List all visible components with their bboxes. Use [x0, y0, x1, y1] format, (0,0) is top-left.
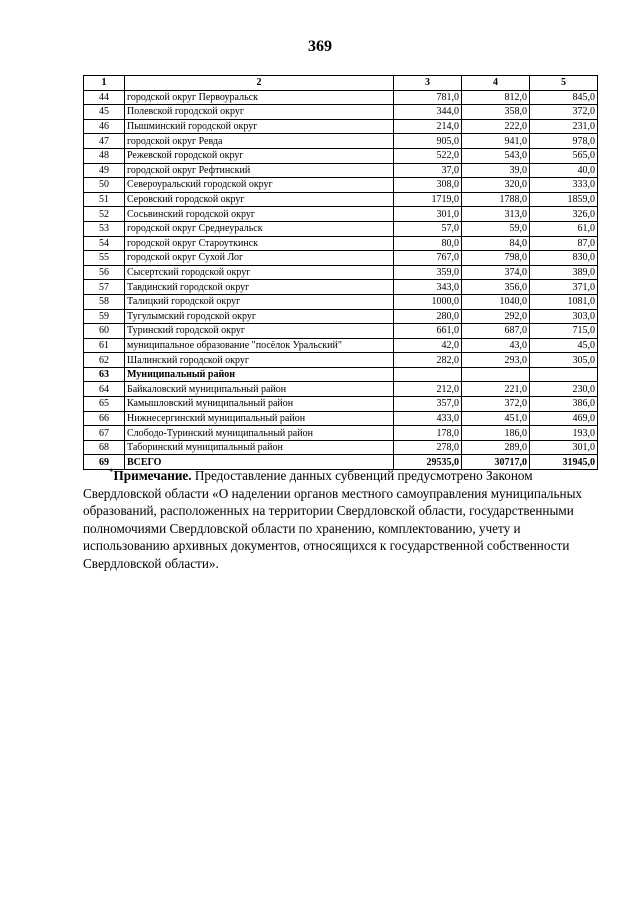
value-col5-cell: 372,0	[530, 105, 598, 120]
value-col3-cell: 661,0	[394, 324, 462, 339]
row-number-cell: 48	[84, 148, 125, 163]
municipality-name-cell: городской округ Сухой Лог	[125, 251, 394, 266]
value-col5-cell: 305,0	[530, 353, 598, 368]
row-number-cell: 46	[84, 119, 125, 134]
value-col4-cell	[462, 367, 530, 382]
value-col5-cell	[530, 367, 598, 382]
value-col5-cell: 830,0	[530, 251, 598, 266]
value-col5-cell: 303,0	[530, 309, 598, 324]
value-col3-cell: 767,0	[394, 251, 462, 266]
column-header-5: 5	[530, 76, 598, 91]
value-col3-cell: 212,0	[394, 382, 462, 397]
value-col4-cell: 30717,0	[462, 455, 530, 470]
value-col3-cell: 80,0	[394, 236, 462, 251]
column-header-1: 1	[84, 76, 125, 91]
row-number-cell: 60	[84, 324, 125, 339]
row-number-cell: 45	[84, 105, 125, 120]
value-col4-cell: 812,0	[462, 90, 530, 105]
value-col4-cell: 221,0	[462, 382, 530, 397]
table-row	[84, 338, 598, 353]
table-row	[84, 411, 598, 426]
page-number: 369	[308, 38, 332, 55]
row-number-cell: 44	[84, 90, 125, 105]
table-row	[84, 119, 598, 134]
value-col5-cell: 87,0	[530, 236, 598, 251]
table-row	[84, 192, 598, 207]
value-col5-cell: 469,0	[530, 411, 598, 426]
row-number-cell: 56	[84, 265, 125, 280]
subvention-table	[83, 75, 598, 470]
municipality-name-cell: городской округ Ревда	[125, 134, 394, 149]
table-row	[84, 178, 598, 193]
value-col5-cell: 845,0	[530, 90, 598, 105]
value-col3-cell: 344,0	[394, 105, 462, 120]
value-col3-cell: 280,0	[394, 309, 462, 324]
value-col4-cell: 292,0	[462, 309, 530, 324]
row-number-cell: 61	[84, 338, 125, 353]
table-row	[84, 353, 598, 368]
municipality-name-cell: Туринский городской округ	[125, 324, 394, 339]
row-number-cell: 59	[84, 309, 125, 324]
table-row	[84, 440, 598, 455]
value-col3-cell: 359,0	[394, 265, 462, 280]
value-col3-cell: 1000,0	[394, 294, 462, 309]
table-row	[84, 309, 598, 324]
value-col3-cell: 37,0	[394, 163, 462, 178]
value-col4-cell: 313,0	[462, 207, 530, 222]
value-col3-cell: 522,0	[394, 148, 462, 163]
table-row	[84, 280, 598, 295]
value-col5-cell: 715,0	[530, 324, 598, 339]
value-col4-cell: 451,0	[462, 411, 530, 426]
table-row	[84, 294, 598, 309]
municipality-name-cell: Полевской городской округ	[125, 105, 394, 120]
value-col4-cell: 1788,0	[462, 192, 530, 207]
table-row	[84, 105, 598, 120]
value-col4-cell: 543,0	[462, 148, 530, 163]
value-col5-cell: 326,0	[530, 207, 598, 222]
value-col5-cell: 1081,0	[530, 294, 598, 309]
municipality-name-cell: Сосьвинский городской округ	[125, 207, 394, 222]
table-row	[84, 426, 598, 441]
table-row	[84, 236, 598, 251]
row-number-cell: 64	[84, 382, 125, 397]
value-col4-cell: 358,0	[462, 105, 530, 120]
value-col4-cell: 1040,0	[462, 294, 530, 309]
row-number-cell: 62	[84, 353, 125, 368]
row-number-cell: 58	[84, 294, 125, 309]
row-number-cell: 69	[84, 455, 125, 470]
value-col5-cell: 1859,0	[530, 192, 598, 207]
row-number-cell: 66	[84, 411, 125, 426]
municipality-name-cell: Серовский городской округ	[125, 192, 394, 207]
table-row	[84, 134, 598, 149]
table-row	[84, 251, 598, 266]
municipality-name-cell: ВСЕГО	[125, 455, 394, 470]
value-col5-cell: 389,0	[530, 265, 598, 280]
value-col5-cell: 230,0	[530, 382, 598, 397]
footnote-text: Предоставление данных субвенций предусмотрено Законом Свердловской области «О наделении органов местного самоуправления муниципальных образований, расположенных на территории Свердловской области, государственными полномочиями Свердловской области по хранению, комплектованию, учету и использованию архивных документов, относящихся к государственной собственности Свердловской области».	[83, 468, 583, 571]
row-number-cell: 65	[84, 397, 125, 412]
municipality-name-cell: Таборинский муниципальный район	[125, 440, 394, 455]
value-col3-cell: 42,0	[394, 338, 462, 353]
value-col3-cell: 57,0	[394, 221, 462, 236]
row-number-cell: 53	[84, 221, 125, 236]
table-body	[84, 90, 598, 469]
value-col4-cell: 293,0	[462, 353, 530, 368]
value-col3-cell: 905,0	[394, 134, 462, 149]
value-col3-cell	[394, 367, 462, 382]
municipality-name-cell: Пышминский городской округ	[125, 119, 394, 134]
value-col3-cell: 357,0	[394, 397, 462, 412]
value-col5-cell: 193,0	[530, 426, 598, 441]
row-number-cell: 63	[84, 367, 125, 382]
value-col4-cell: 320,0	[462, 178, 530, 193]
value-col4-cell: 39,0	[462, 163, 530, 178]
value-col3-cell: 1719,0	[394, 192, 462, 207]
value-col4-cell: 186,0	[462, 426, 530, 441]
value-col4-cell: 43,0	[462, 338, 530, 353]
row-number-cell: 51	[84, 192, 125, 207]
row-number-cell: 55	[84, 251, 125, 266]
municipality-name-cell: городской округ Рефтинский	[125, 163, 394, 178]
value-col5-cell: 301,0	[530, 440, 598, 455]
value-col3-cell: 282,0	[394, 353, 462, 368]
value-col5-cell: 565,0	[530, 148, 598, 163]
row-number-cell: 47	[84, 134, 125, 149]
municipality-name-cell: Сысертский городской округ	[125, 265, 394, 280]
table-row	[84, 367, 598, 382]
footnote-marker: *	[109, 467, 114, 477]
column-header-2: 2	[125, 76, 394, 91]
municipality-name-cell: Байкаловский муниципальный район	[125, 382, 394, 397]
municipality-name-cell: Камышловский муниципальный район	[125, 397, 394, 412]
municipality-name-cell: Тавдинский городской округ	[125, 280, 394, 295]
value-col4-cell: 356,0	[462, 280, 530, 295]
value-col4-cell: 941,0	[462, 134, 530, 149]
table-row	[84, 397, 598, 412]
municipality-name-cell: Тугулымский городской округ	[125, 309, 394, 324]
municipality-name-cell: Североуральский городской округ	[125, 178, 394, 193]
table-row	[84, 90, 598, 105]
row-number-cell: 54	[84, 236, 125, 251]
table-row	[84, 148, 598, 163]
municipality-name-cell: городской округ Первоуральск	[125, 90, 394, 105]
value-col3-cell: 214,0	[394, 119, 462, 134]
value-col3-cell: 433,0	[394, 411, 462, 426]
footnote	[83, 464, 597, 572]
value-col5-cell: 231,0	[530, 119, 598, 134]
municipality-name-cell: Талицкий городской округ	[125, 294, 394, 309]
row-number-cell: 49	[84, 163, 125, 178]
value-col4-cell: 374,0	[462, 265, 530, 280]
value-col3-cell: 29535,0	[394, 455, 462, 470]
municipality-name-cell: Режевской городской округ	[125, 148, 394, 163]
value-col4-cell: 84,0	[462, 236, 530, 251]
table-row	[84, 221, 598, 236]
value-col5-cell: 31945,0	[530, 455, 598, 470]
footnote-label: Примечание.	[113, 468, 192, 483]
municipality-name-cell: Слободо-Туринский муниципальный район	[125, 426, 394, 441]
row-number-cell: 52	[84, 207, 125, 222]
value-col5-cell: 978,0	[530, 134, 598, 149]
municipality-name-cell: муниципальное образование "посёлок Уральский"	[125, 338, 394, 353]
value-col3-cell: 278,0	[394, 440, 462, 455]
value-col4-cell: 59,0	[462, 221, 530, 236]
table-row	[84, 324, 598, 339]
value-col5-cell: 386,0	[530, 397, 598, 412]
column-header-3: 3	[394, 76, 462, 91]
value-col4-cell: 289,0	[462, 440, 530, 455]
table-header-row	[84, 76, 598, 91]
row-number-cell: 57	[84, 280, 125, 295]
value-col5-cell: 45,0	[530, 338, 598, 353]
table-row	[84, 207, 598, 222]
value-col3-cell: 781,0	[394, 90, 462, 105]
value-col4-cell: 687,0	[462, 324, 530, 339]
value-col5-cell: 333,0	[530, 178, 598, 193]
table-row	[84, 382, 598, 397]
value-col5-cell: 61,0	[530, 221, 598, 236]
value-col3-cell: 301,0	[394, 207, 462, 222]
value-col4-cell: 372,0	[462, 397, 530, 412]
municipality-name-cell: Шалинский городской округ	[125, 353, 394, 368]
row-number-cell: 50	[84, 178, 125, 193]
row-number-cell: 67	[84, 426, 125, 441]
municipality-name-cell: Муниципальный район	[125, 367, 394, 382]
value-col4-cell: 798,0	[462, 251, 530, 266]
row-number-cell: 68	[84, 440, 125, 455]
table-row	[84, 265, 598, 280]
value-col3-cell: 178,0	[394, 426, 462, 441]
value-col5-cell: 40,0	[530, 163, 598, 178]
value-col4-cell: 222,0	[462, 119, 530, 134]
municipality-name-cell: Нижнесергинский муниципальный район	[125, 411, 394, 426]
municipality-name-cell: городской округ Староуткинск	[125, 236, 394, 251]
value-col3-cell: 308,0	[394, 178, 462, 193]
municipality-name-cell: городской округ Среднеуральск	[125, 221, 394, 236]
value-col3-cell: 343,0	[394, 280, 462, 295]
column-header-4: 4	[462, 76, 530, 91]
value-col5-cell: 371,0	[530, 280, 598, 295]
table-row	[84, 163, 598, 178]
